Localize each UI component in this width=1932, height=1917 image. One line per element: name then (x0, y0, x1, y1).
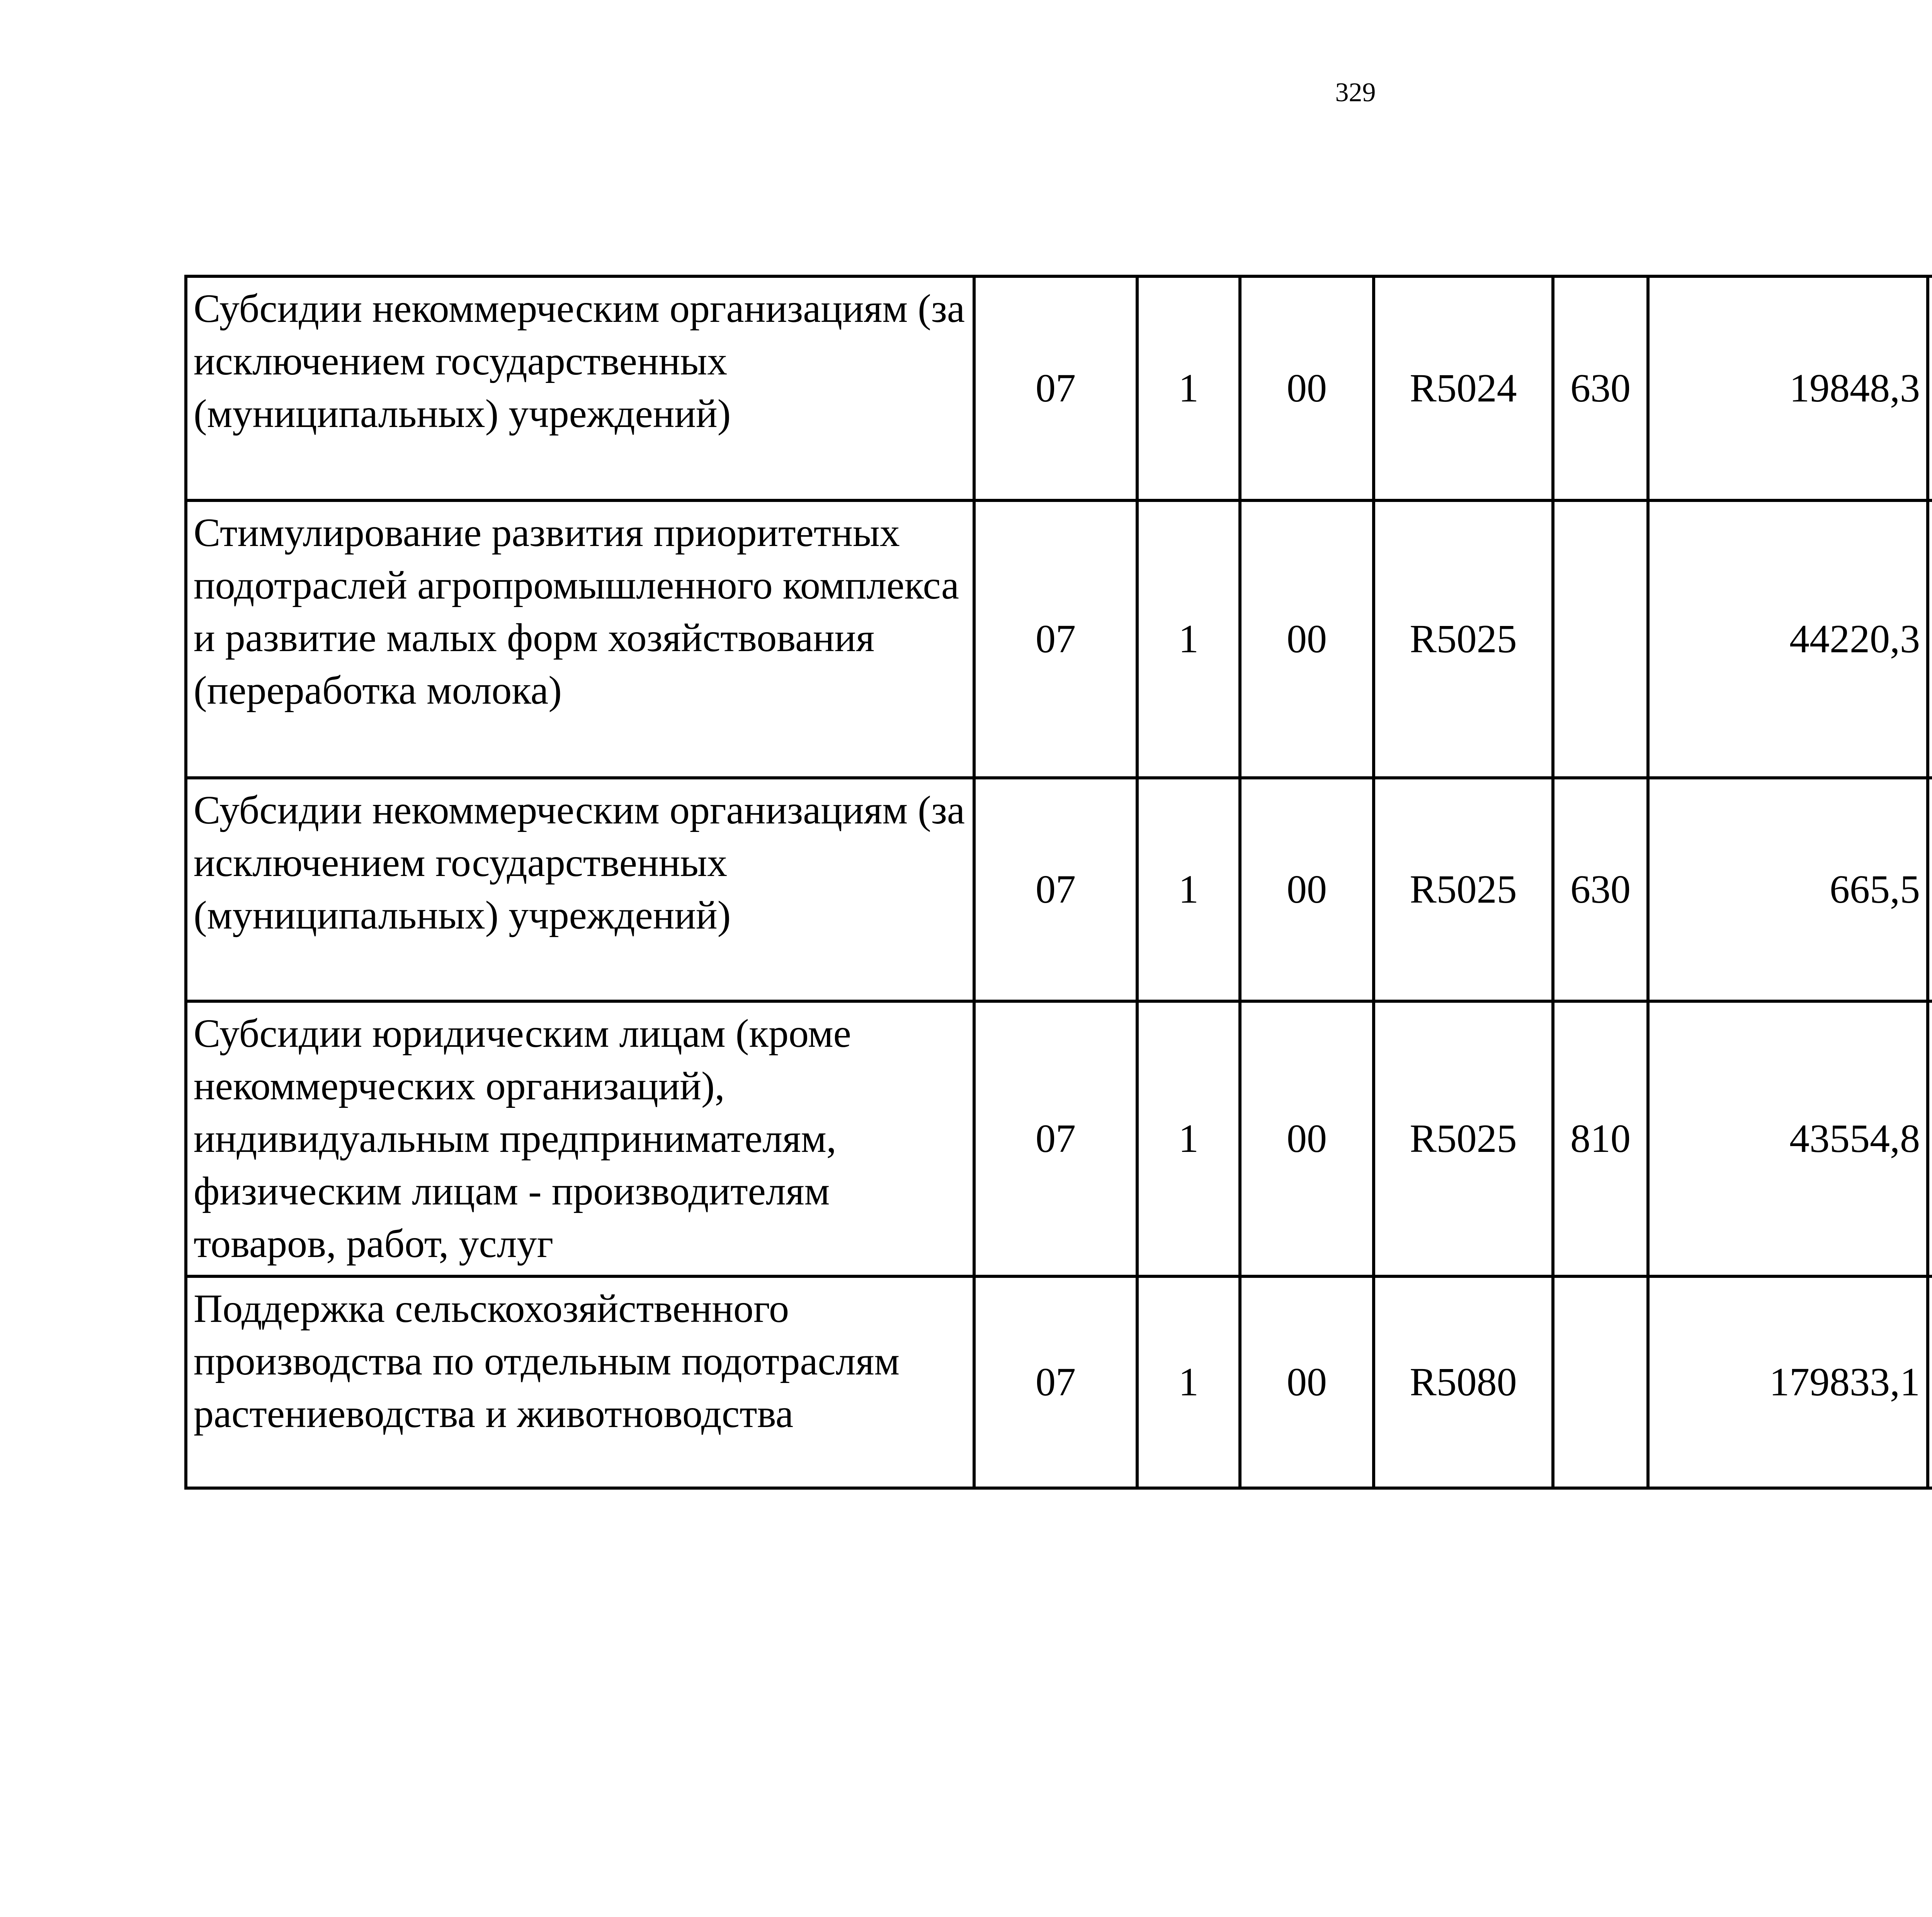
amount-2 (1928, 1001, 1932, 1276)
program-code: 00 (1240, 276, 1374, 500)
target-code: R5080 (1374, 1276, 1553, 1488)
program-code: 00 (1240, 778, 1374, 1001)
amount-1: 43554,8 (1648, 1001, 1928, 1276)
subsection-code: 1 (1137, 1276, 1240, 1488)
target-code: R5024 (1374, 276, 1553, 500)
section-code: 07 (974, 500, 1137, 778)
row-description: Субсидии некоммерческим организациям (за исключением государственных (муниципальных) учреждений) (186, 276, 974, 500)
subsection-code: 1 (1137, 778, 1240, 1001)
amount-1: 665,5 (1648, 778, 1928, 1001)
section-code: 07 (974, 778, 1137, 1001)
expense-type-code (1553, 500, 1648, 778)
expense-type-code: 630 (1553, 778, 1648, 1001)
subsection-code: 1 (1137, 1001, 1240, 1276)
expense-type-code (1553, 1276, 1648, 1488)
amount-1: 44220,3 (1648, 500, 1928, 778)
table-row (186, 1001, 1932, 1276)
amount-2 (1928, 1276, 1932, 1488)
program-code: 00 (1240, 1276, 1374, 1488)
budget-table (184, 275, 1932, 1490)
target-code: R5025 (1374, 778, 1553, 1001)
amount-2 (1928, 276, 1932, 500)
program-code: 00 (1240, 1001, 1374, 1276)
amount-1: 179833,1 (1648, 1276, 1928, 1488)
row-description: Субсидии юридическим лицам (кроме некоммерческих организаций), индивидуальным предпринимателям, физическим лицам - производителям товаров, работ, услуг (186, 1001, 974, 1276)
table-row (186, 778, 1932, 1001)
target-code: R5025 (1374, 1001, 1553, 1276)
subsection-code: 1 (1137, 276, 1240, 500)
expense-type-code: 630 (1553, 276, 1648, 500)
target-code: R5025 (1374, 500, 1553, 778)
row-description: Стимулирование развития приоритетных подотраслей агропромышленного комплекса и развитие малых форм хозяйствования (переработка молока) (186, 500, 974, 778)
table-row (186, 1276, 1932, 1488)
section-code: 07 (974, 1276, 1137, 1488)
subsection-code: 1 (1137, 500, 1240, 778)
table-row (186, 276, 1932, 500)
amount-2 (1928, 778, 1932, 1001)
program-code: 00 (1240, 500, 1374, 778)
section-code: 07 (974, 1001, 1137, 1276)
page-number: 329 (1335, 78, 1376, 107)
amount-2 (1928, 500, 1932, 778)
row-description: Субсидии некоммерческим организациям (за исключением государственных (муниципальных) учреждений) (186, 778, 974, 1001)
row-description: Поддержка сельскохозяйственного производства по отдельным подотраслям растениеводства и животноводства (186, 1276, 974, 1488)
expense-type-code: 810 (1553, 1001, 1648, 1276)
table-row (186, 500, 1932, 778)
section-code: 07 (974, 276, 1137, 500)
amount-1: 19848,3 (1648, 276, 1928, 500)
